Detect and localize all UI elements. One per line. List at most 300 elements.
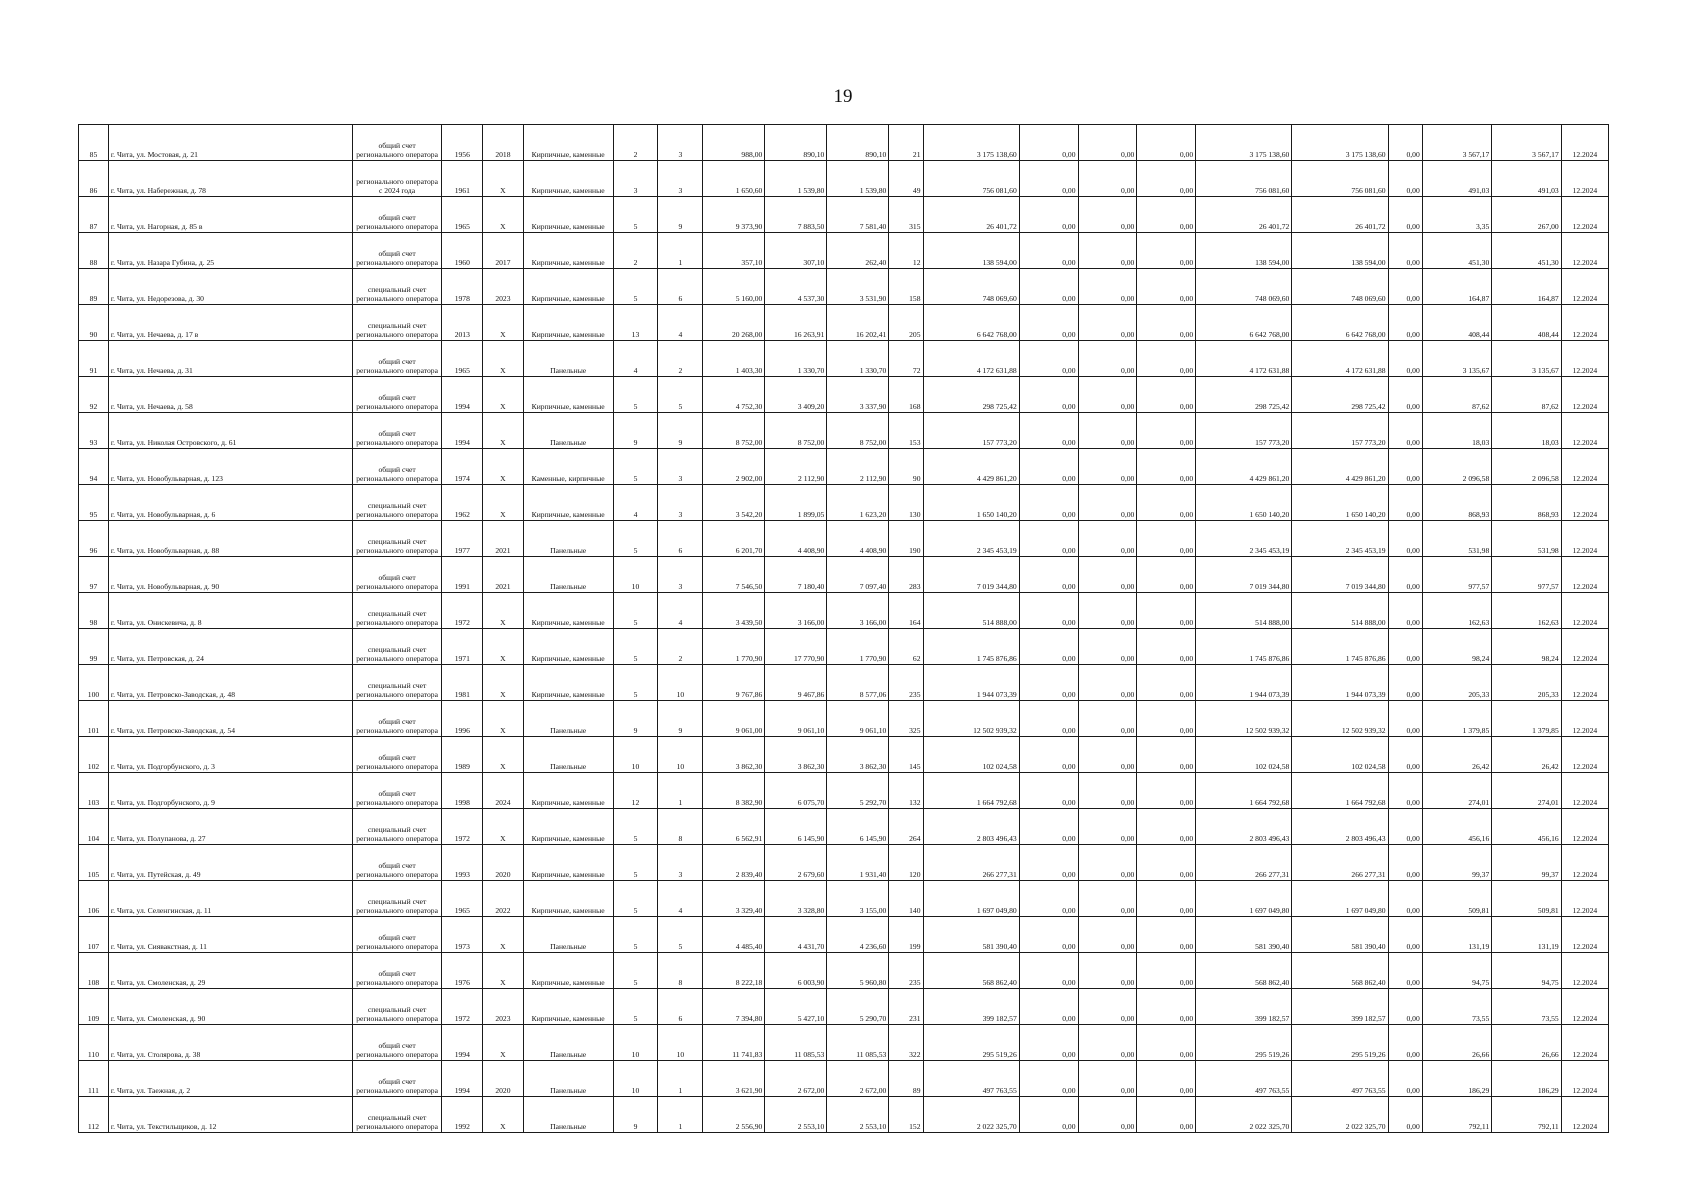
cost-limit-per-sqm-cell: 267,00 (1492, 197, 1561, 233)
premises-area-cell: 2 672,00 (765, 1061, 827, 1097)
premises-area-cell: 1 330,70 (765, 341, 827, 377)
last-repair-year-cell: Х (483, 809, 524, 845)
cost-per-sqm-cell: 26,42 (1422, 737, 1491, 773)
completion-date-cell: 12.2024 (1561, 665, 1608, 701)
total-cost-cell: 497 763,55 (923, 1061, 1019, 1097)
total-area-cell: 6 201,70 (703, 521, 765, 557)
completion-date-cell: 12.2024 (1561, 845, 1608, 881)
commissioning-year-cell: 1994 (442, 1025, 483, 1061)
completion-date-cell: 12.2024 (1561, 161, 1608, 197)
completion-date-cell: 12.2024 (1561, 701, 1608, 737)
row-number-cell: 106 (79, 881, 109, 917)
completion-date-cell: 12.2024 (1561, 413, 1608, 449)
fund-method-cell: общий счет регионального оператора (352, 233, 442, 269)
completion-date-cell: 12.2024 (1561, 233, 1608, 269)
floors-cell: 5 (613, 917, 658, 953)
wall-material-cell: Панельные (523, 557, 613, 593)
cost-limit-per-sqm-cell: 162,63 (1492, 593, 1561, 629)
table-row (79, 341, 1609, 377)
row-number-cell: 108 (79, 953, 109, 989)
federal-funds-cell: 0,00 (1019, 521, 1078, 557)
total-area-cell: 4 752,30 (703, 377, 765, 413)
other-funds-cell: 0,00 (1388, 1025, 1422, 1061)
entrances-cell: 10 (658, 737, 703, 773)
premises-area-cell: 4 408,90 (765, 521, 827, 557)
other-funds-cell: 0,00 (1388, 773, 1422, 809)
total-cost-cell: 157 773,20 (923, 413, 1019, 449)
residents-cell: 49 (889, 161, 923, 197)
cost-per-sqm-cell: 73,55 (1422, 989, 1491, 1025)
federal-funds-cell: 0,00 (1019, 737, 1078, 773)
premises-area-cell: 2 112,90 (765, 449, 827, 485)
cost-per-sqm-cell: 131,19 (1422, 917, 1491, 953)
fund-method-cell: общий счет регионального оператора (352, 1025, 442, 1061)
wall-material-cell: Панельные (523, 1097, 613, 1133)
residents-cell: 164 (889, 593, 923, 629)
other-funds-cell: 0,00 (1388, 593, 1422, 629)
cost-limit-per-sqm-cell: 3 135,67 (1492, 341, 1561, 377)
cost-limit-per-sqm-cell: 26,42 (1492, 737, 1561, 773)
owner-funds-cell: 497 763,55 (1196, 1061, 1292, 1097)
other-funds-cell: 0,00 (1388, 881, 1422, 917)
regional-funds-cell: 0,00 (1078, 269, 1137, 305)
other-funds-cell: 0,00 (1388, 557, 1422, 593)
cost-per-sqm-cell: 87,62 (1422, 377, 1491, 413)
cost-limit-per-sqm-cell: 456,16 (1492, 809, 1561, 845)
municipal-funds-cell: 0,00 (1137, 557, 1196, 593)
total-area-cell: 6 562,91 (703, 809, 765, 845)
owner-funds-repeat-cell: 399 182,57 (1292, 989, 1388, 1025)
table-row (79, 377, 1609, 413)
entrances-cell: 4 (658, 305, 703, 341)
owner-funds-cell: 2 022 325,70 (1196, 1097, 1292, 1133)
residential-area-cell: 262,40 (827, 233, 889, 269)
fund-method-cell: специальный счет регионального оператора (352, 269, 442, 305)
floors-cell: 5 (613, 449, 658, 485)
housing-registry-table (78, 124, 1609, 1133)
row-number-cell: 101 (79, 701, 109, 737)
municipal-funds-cell: 0,00 (1137, 1097, 1196, 1133)
residents-cell: 12 (889, 233, 923, 269)
residential-area-cell: 1 931,40 (827, 845, 889, 881)
federal-funds-cell: 0,00 (1019, 629, 1078, 665)
wall-material-cell: Кирпичные, каменные (523, 269, 613, 305)
municipal-funds-cell: 0,00 (1137, 449, 1196, 485)
municipal-funds-cell: 0,00 (1137, 161, 1196, 197)
residential-area-cell: 890,10 (827, 125, 889, 161)
federal-funds-cell: 0,00 (1019, 485, 1078, 521)
owner-funds-cell: 295 519,26 (1196, 1025, 1292, 1061)
completion-date-cell: 12.2024 (1561, 377, 1608, 413)
cost-limit-per-sqm-cell: 868,93 (1492, 485, 1561, 521)
owner-funds-cell: 4 429 861,20 (1196, 449, 1292, 485)
regional-funds-cell: 0,00 (1078, 521, 1137, 557)
floors-cell: 10 (613, 1061, 658, 1097)
entrances-cell: 8 (658, 953, 703, 989)
row-number-cell: 91 (79, 341, 109, 377)
commissioning-year-cell: 1993 (442, 845, 483, 881)
commissioning-year-cell: 1962 (442, 485, 483, 521)
entrances-cell: 4 (658, 593, 703, 629)
regional-funds-cell: 0,00 (1078, 449, 1137, 485)
last-repair-year-cell: Х (483, 665, 524, 701)
completion-date-cell: 12.2024 (1561, 1061, 1608, 1097)
owner-funds-cell: 7 019 344,80 (1196, 557, 1292, 593)
total-cost-cell: 1 745 876,86 (923, 629, 1019, 665)
wall-material-cell: Кирпичные, каменные (523, 485, 613, 521)
wall-material-cell: Кирпичные, каменные (523, 665, 613, 701)
total-area-cell: 988,00 (703, 125, 765, 161)
total-cost-cell: 3 175 138,60 (923, 125, 1019, 161)
cost-per-sqm-cell: 491,03 (1422, 161, 1491, 197)
total-area-cell: 3 439,50 (703, 593, 765, 629)
residents-cell: 190 (889, 521, 923, 557)
municipal-funds-cell: 0,00 (1137, 989, 1196, 1025)
last-repair-year-cell: Х (483, 413, 524, 449)
cost-per-sqm-cell: 205,33 (1422, 665, 1491, 701)
residents-cell: 283 (889, 557, 923, 593)
fund-method-cell: общий счет регионального оператора (352, 773, 442, 809)
regional-funds-cell: 0,00 (1078, 485, 1137, 521)
floors-cell: 5 (613, 845, 658, 881)
residential-area-cell: 3 337,90 (827, 377, 889, 413)
fund-method-cell: общий счет регионального оператора (352, 125, 442, 161)
residential-area-cell: 9 061,10 (827, 701, 889, 737)
other-funds-cell: 0,00 (1388, 845, 1422, 881)
total-area-cell: 2 556,90 (703, 1097, 765, 1133)
last-repair-year-cell: 2023 (483, 269, 524, 305)
table-row (79, 665, 1609, 701)
residents-cell: 152 (889, 1097, 923, 1133)
floors-cell: 5 (613, 881, 658, 917)
cost-limit-per-sqm-cell: 977,57 (1492, 557, 1561, 593)
owner-funds-cell: 2 345 453,19 (1196, 521, 1292, 557)
residential-area-cell: 5 960,80 (827, 953, 889, 989)
owner-funds-repeat-cell: 1 650 140,20 (1292, 485, 1388, 521)
regional-funds-cell: 0,00 (1078, 737, 1137, 773)
last-repair-year-cell: 2023 (483, 989, 524, 1025)
total-area-cell: 357,10 (703, 233, 765, 269)
commissioning-year-cell: 1998 (442, 773, 483, 809)
regional-funds-cell: 0,00 (1078, 341, 1137, 377)
cost-per-sqm-cell: 456,16 (1422, 809, 1491, 845)
total-cost-cell: 26 401,72 (923, 197, 1019, 233)
municipal-funds-cell: 0,00 (1137, 953, 1196, 989)
entrances-cell: 9 (658, 197, 703, 233)
address-cell: г. Чита, ул. Подгорбунского, д. 3 (108, 737, 352, 773)
regional-funds-cell: 0,00 (1078, 881, 1137, 917)
municipal-funds-cell: 0,00 (1137, 665, 1196, 701)
premises-area-cell: 16 263,91 (765, 305, 827, 341)
premises-area-cell: 6 075,70 (765, 773, 827, 809)
residents-cell: 199 (889, 917, 923, 953)
commissioning-year-cell: 1965 (442, 881, 483, 917)
residents-cell: 90 (889, 449, 923, 485)
commissioning-year-cell: 1994 (442, 413, 483, 449)
total-cost-cell: 7 019 344,80 (923, 557, 1019, 593)
other-funds-cell: 0,00 (1388, 917, 1422, 953)
wall-material-cell: Кирпичные, каменные (523, 773, 613, 809)
municipal-funds-cell: 0,00 (1137, 521, 1196, 557)
other-funds-cell: 0,00 (1388, 953, 1422, 989)
floors-cell: 5 (613, 629, 658, 665)
owner-funds-repeat-cell: 581 390,40 (1292, 917, 1388, 953)
floors-cell: 5 (613, 593, 658, 629)
fund-method-cell: общий счет регионального оператора (352, 737, 442, 773)
municipal-funds-cell: 0,00 (1137, 773, 1196, 809)
residents-cell: 120 (889, 845, 923, 881)
completion-date-cell: 12.2024 (1561, 557, 1608, 593)
fund-method-cell: общий счет регионального оператора (352, 449, 442, 485)
cost-limit-per-sqm-cell: 164,87 (1492, 269, 1561, 305)
regional-funds-cell: 0,00 (1078, 557, 1137, 593)
total-area-cell: 9 767,86 (703, 665, 765, 701)
residential-area-cell: 3 166,00 (827, 593, 889, 629)
address-cell: г. Чита, ул. Набережная, д. 78 (108, 161, 352, 197)
total-cost-cell: 1 664 792,68 (923, 773, 1019, 809)
fund-method-cell: специальный счет регионального оператора (352, 485, 442, 521)
cost-limit-per-sqm-cell: 2 096,58 (1492, 449, 1561, 485)
wall-material-cell: Кирпичные, каменные (523, 377, 613, 413)
municipal-funds-cell: 0,00 (1137, 881, 1196, 917)
floors-cell: 5 (613, 665, 658, 701)
completion-date-cell: 12.2024 (1561, 737, 1608, 773)
federal-funds-cell: 0,00 (1019, 161, 1078, 197)
last-repair-year-cell: Х (483, 449, 524, 485)
last-repair-year-cell: 2021 (483, 521, 524, 557)
completion-date-cell: 12.2024 (1561, 953, 1608, 989)
owner-funds-repeat-cell: 157 773,20 (1292, 413, 1388, 449)
floors-cell: 13 (613, 305, 658, 341)
completion-date-cell: 12.2024 (1561, 521, 1608, 557)
row-number-cell: 93 (79, 413, 109, 449)
municipal-funds-cell: 0,00 (1137, 1025, 1196, 1061)
residential-area-cell: 3 862,30 (827, 737, 889, 773)
residents-cell: 325 (889, 701, 923, 737)
cost-limit-per-sqm-cell: 26,66 (1492, 1025, 1561, 1061)
residents-cell: 158 (889, 269, 923, 305)
cost-per-sqm-cell: 3,35 (1422, 197, 1491, 233)
owner-funds-cell: 1 650 140,20 (1196, 485, 1292, 521)
federal-funds-cell: 0,00 (1019, 953, 1078, 989)
total-area-cell: 20 268,00 (703, 305, 765, 341)
premises-area-cell: 6 145,90 (765, 809, 827, 845)
total-area-cell: 9 061,00 (703, 701, 765, 737)
residential-area-cell: 3 155,00 (827, 881, 889, 917)
premises-area-cell: 17 770,90 (765, 629, 827, 665)
residential-area-cell: 16 202,41 (827, 305, 889, 341)
row-number-cell: 111 (79, 1061, 109, 1097)
last-repair-year-cell: Х (483, 1025, 524, 1061)
other-funds-cell: 0,00 (1388, 521, 1422, 557)
residents-cell: 231 (889, 989, 923, 1025)
total-area-cell: 7 394,80 (703, 989, 765, 1025)
total-cost-cell: 102 024,58 (923, 737, 1019, 773)
table-row (79, 629, 1609, 665)
fund-method-cell: специальный счет регионального оператора (352, 305, 442, 341)
wall-material-cell: Панельные (523, 521, 613, 557)
fund-method-cell: специальный счет регионального оператора (352, 989, 442, 1025)
wall-material-cell: Панельные (523, 413, 613, 449)
completion-date-cell: 12.2024 (1561, 1097, 1608, 1133)
table-row (79, 773, 1609, 809)
residents-cell: 322 (889, 1025, 923, 1061)
floors-cell: 9 (613, 1097, 658, 1133)
cost-limit-per-sqm-cell: 98,24 (1492, 629, 1561, 665)
commissioning-year-cell: 1972 (442, 809, 483, 845)
owner-funds-repeat-cell: 3 175 138,60 (1292, 125, 1388, 161)
address-cell: г. Чита, ул. Новобульварная, д. 88 (108, 521, 352, 557)
wall-material-cell: Кирпичные, каменные (523, 161, 613, 197)
entrances-cell: 1 (658, 1097, 703, 1133)
owner-funds-cell: 102 024,58 (1196, 737, 1292, 773)
last-repair-year-cell: Х (483, 341, 524, 377)
owner-funds-repeat-cell: 756 081,60 (1292, 161, 1388, 197)
completion-date-cell: 12.2024 (1561, 989, 1608, 1025)
owner-funds-repeat-cell: 26 401,72 (1292, 197, 1388, 233)
commissioning-year-cell: 1965 (442, 197, 483, 233)
wall-material-cell: Кирпичные, каменные (523, 809, 613, 845)
commissioning-year-cell: 1956 (442, 125, 483, 161)
total-area-cell: 3 542,20 (703, 485, 765, 521)
cost-per-sqm-cell: 977,57 (1422, 557, 1491, 593)
table-row (79, 521, 1609, 557)
floors-cell: 5 (613, 521, 658, 557)
cost-limit-per-sqm-cell: 792,11 (1492, 1097, 1561, 1133)
federal-funds-cell: 0,00 (1019, 665, 1078, 701)
owner-funds-cell: 581 390,40 (1196, 917, 1292, 953)
cost-per-sqm-cell: 186,29 (1422, 1061, 1491, 1097)
cost-per-sqm-cell: 164,87 (1422, 269, 1491, 305)
table-row (79, 305, 1609, 341)
municipal-funds-cell: 0,00 (1137, 737, 1196, 773)
fund-method-cell: общий счет регионального оператора (352, 341, 442, 377)
address-cell: г. Чита, ул. Новобульварная, д. 90 (108, 557, 352, 593)
premises-area-cell: 3 328,80 (765, 881, 827, 917)
residents-cell: 235 (889, 665, 923, 701)
total-cost-cell: 748 069,60 (923, 269, 1019, 305)
federal-funds-cell: 0,00 (1019, 989, 1078, 1025)
federal-funds-cell: 0,00 (1019, 845, 1078, 881)
cost-per-sqm-cell: 274,01 (1422, 773, 1491, 809)
commissioning-year-cell: 1972 (442, 593, 483, 629)
floors-cell: 9 (613, 701, 658, 737)
other-funds-cell: 0,00 (1388, 485, 1422, 521)
address-cell: г. Чита, ул. Нагорная, д. 85 в (108, 197, 352, 233)
total-area-cell: 1 770,90 (703, 629, 765, 665)
row-number-cell: 96 (79, 521, 109, 557)
cost-limit-per-sqm-cell: 87,62 (1492, 377, 1561, 413)
wall-material-cell: Кирпичные, каменные (523, 593, 613, 629)
table-row (79, 809, 1609, 845)
table-row (79, 413, 1609, 449)
address-cell: г. Чита, ул. Петровская, д. 24 (108, 629, 352, 665)
federal-funds-cell: 0,00 (1019, 1025, 1078, 1061)
regional-funds-cell: 0,00 (1078, 1097, 1137, 1133)
residents-cell: 153 (889, 413, 923, 449)
last-repair-year-cell: 2020 (483, 1061, 524, 1097)
municipal-funds-cell: 0,00 (1137, 341, 1196, 377)
owner-funds-cell: 4 172 631,88 (1196, 341, 1292, 377)
last-repair-year-cell: 2018 (483, 125, 524, 161)
residential-area-cell: 1 539,80 (827, 161, 889, 197)
table-row (79, 1097, 1609, 1133)
fund-method-cell: общий счет регионального оператора (352, 917, 442, 953)
total-cost-cell: 756 081,60 (923, 161, 1019, 197)
entrances-cell: 9 (658, 413, 703, 449)
row-number-cell: 86 (79, 161, 109, 197)
municipal-funds-cell: 0,00 (1137, 917, 1196, 953)
address-cell: г. Чита, ул. Онискевича, д. 8 (108, 593, 352, 629)
entrances-cell: 5 (658, 917, 703, 953)
table-row (79, 197, 1609, 233)
regional-funds-cell: 0,00 (1078, 1061, 1137, 1097)
owner-funds-cell: 748 069,60 (1196, 269, 1292, 305)
floors-cell: 9 (613, 413, 658, 449)
address-cell: г. Чита, ул. Сиявакстная, д. 11 (108, 917, 352, 953)
owner-funds-cell: 157 773,20 (1196, 413, 1292, 449)
cost-limit-per-sqm-cell: 509,81 (1492, 881, 1561, 917)
commissioning-year-cell: 1971 (442, 629, 483, 665)
cost-per-sqm-cell: 509,81 (1422, 881, 1491, 917)
row-number-cell: 92 (79, 377, 109, 413)
entrances-cell: 3 (658, 161, 703, 197)
cost-limit-per-sqm-cell: 451,30 (1492, 233, 1561, 269)
federal-funds-cell: 0,00 (1019, 377, 1078, 413)
fund-method-cell: общий счет регионального оператора (352, 845, 442, 881)
residents-cell: 315 (889, 197, 923, 233)
federal-funds-cell: 0,00 (1019, 1061, 1078, 1097)
completion-date-cell: 12.2024 (1561, 485, 1608, 521)
total-area-cell: 8 752,00 (703, 413, 765, 449)
completion-date-cell: 12.2024 (1561, 593, 1608, 629)
table-row (79, 701, 1609, 737)
completion-date-cell: 12.2024 (1561, 449, 1608, 485)
residents-cell: 62 (889, 629, 923, 665)
floors-cell: 5 (613, 953, 658, 989)
federal-funds-cell: 0,00 (1019, 341, 1078, 377)
municipal-funds-cell: 0,00 (1137, 233, 1196, 269)
regional-funds-cell: 0,00 (1078, 665, 1137, 701)
federal-funds-cell: 0,00 (1019, 233, 1078, 269)
federal-funds-cell: 0,00 (1019, 305, 1078, 341)
regional-funds-cell: 0,00 (1078, 953, 1137, 989)
total-cost-cell: 6 642 768,00 (923, 305, 1019, 341)
address-cell: г. Чита, ул. Нечаева, д. 58 (108, 377, 352, 413)
completion-date-cell: 12.2024 (1561, 773, 1608, 809)
total-area-cell: 1 403,30 (703, 341, 765, 377)
owner-funds-repeat-cell: 1 944 073,39 (1292, 665, 1388, 701)
federal-funds-cell: 0,00 (1019, 413, 1078, 449)
entrances-cell: 3 (658, 485, 703, 521)
table-row (79, 125, 1609, 161)
total-cost-cell: 2 345 453,19 (923, 521, 1019, 557)
row-number-cell: 99 (79, 629, 109, 665)
residents-cell: 205 (889, 305, 923, 341)
address-cell: г. Чита, ул. Нечаева, д. 31 (108, 341, 352, 377)
premises-area-cell: 9 061,10 (765, 701, 827, 737)
commissioning-year-cell: 1976 (442, 953, 483, 989)
owner-funds-repeat-cell: 748 069,60 (1292, 269, 1388, 305)
municipal-funds-cell: 0,00 (1137, 593, 1196, 629)
cost-limit-per-sqm-cell: 94,75 (1492, 953, 1561, 989)
owner-funds-cell: 1 664 792,68 (1196, 773, 1292, 809)
commissioning-year-cell: 1960 (442, 233, 483, 269)
residents-cell: 72 (889, 341, 923, 377)
owner-funds-repeat-cell: 497 763,55 (1292, 1061, 1388, 1097)
wall-material-cell: Кирпичные, каменные (523, 953, 613, 989)
cost-per-sqm-cell: 408,44 (1422, 305, 1491, 341)
